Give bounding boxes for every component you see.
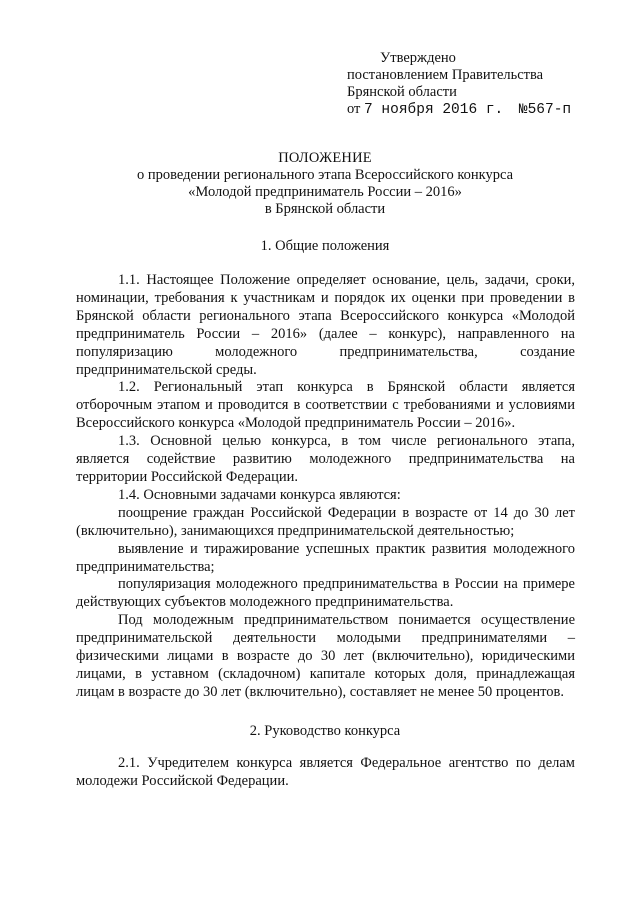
task-item-1: поощрение граждан Российской Федерации в возрасте от 14 до 30 лет (включительно), занимающихся предпринимательской деятельностью; [76, 504, 575, 539]
approval-line-region: Брянской области [347, 84, 457, 100]
approval-line-resolution: постановлением Правительства [347, 67, 544, 83]
section-1-body [76, 272, 575, 702]
title-heading: ПОЛОЖЕНИЕ [278, 150, 372, 166]
section-2-body [76, 755, 575, 791]
section-1-heading: 1. Общие положения [260, 238, 390, 254]
approval-line-approved: Утверждено [380, 50, 456, 66]
paragraph-2-1: 2.1. Учредителем конкурса является Федеральное агентство по делам молодежи Российской Федерации. [76, 755, 575, 789]
definition-paragraph: Под молодежным предпринимательством понимается осуществление предпринимательской деятельности молодыми предпринимателями – физическими лицами в возрасте до 30 лет (включительно), юридическими лицами, в уставном (складочном) капитале которых доля, принадлежащая лицам в возрасте до 30 лет (включительно), составляет не менее 50 процентов. [76, 612, 575, 700]
paragraph-1-2: 1.2. Региональный этап конкурса в Брянской области является отборочным этапом и проводится в соответствии с требованиями и условиями Всероссийского конкурса «Молодой предприниматель России – 2016». [76, 379, 575, 432]
paragraph-1-4: 1.4. Основными задачами конкурса являются: [118, 486, 401, 503]
title-line-3: «Молодой предприниматель России – 2016» [188, 184, 462, 200]
paragraph-1-1: 1.1. Настоящее Положение определяет основание, цель, задачи, сроки, номинации, требования к участникам и порядок их оценки при проведении в Брянской области регионального этапа Всероссийского конкурса «Молодой предприниматель России – 2016» (далее – конкурс), направленного на популяризацию молодежного предпринимательства, создание предпринимательской среды. [76, 272, 575, 378]
section-2-heading: 2. Руководство конкурса [249, 723, 401, 739]
approval-line-date [347, 101, 627, 119]
approval-stamp [347, 50, 627, 119]
document-title [100, 150, 550, 218]
title-line-2: о проведении регионального этапа Всероссийского конкурса [136, 167, 514, 183]
task-item-2: выявление и тиражирование успешных практик развития молодежного предпринимательства; [76, 540, 575, 575]
task-item-3: популяризация молодежного предпринимательства в России на примере действующих субъектов молодежного предпринимательства. [76, 576, 575, 611]
approval-date: 7 ноября 2016 г. [364, 102, 504, 118]
approval-number: №567-п [518, 102, 572, 118]
title-line-4: в Брянской области [264, 201, 386, 217]
paragraph-1-3: 1.3. Основной целью конкурса, в том числе регионального этапа, является содействие развитию молодежного предпринимательства на территории Российской Федерации. [76, 433, 575, 485]
approval-date-prefix: от [347, 101, 361, 117]
